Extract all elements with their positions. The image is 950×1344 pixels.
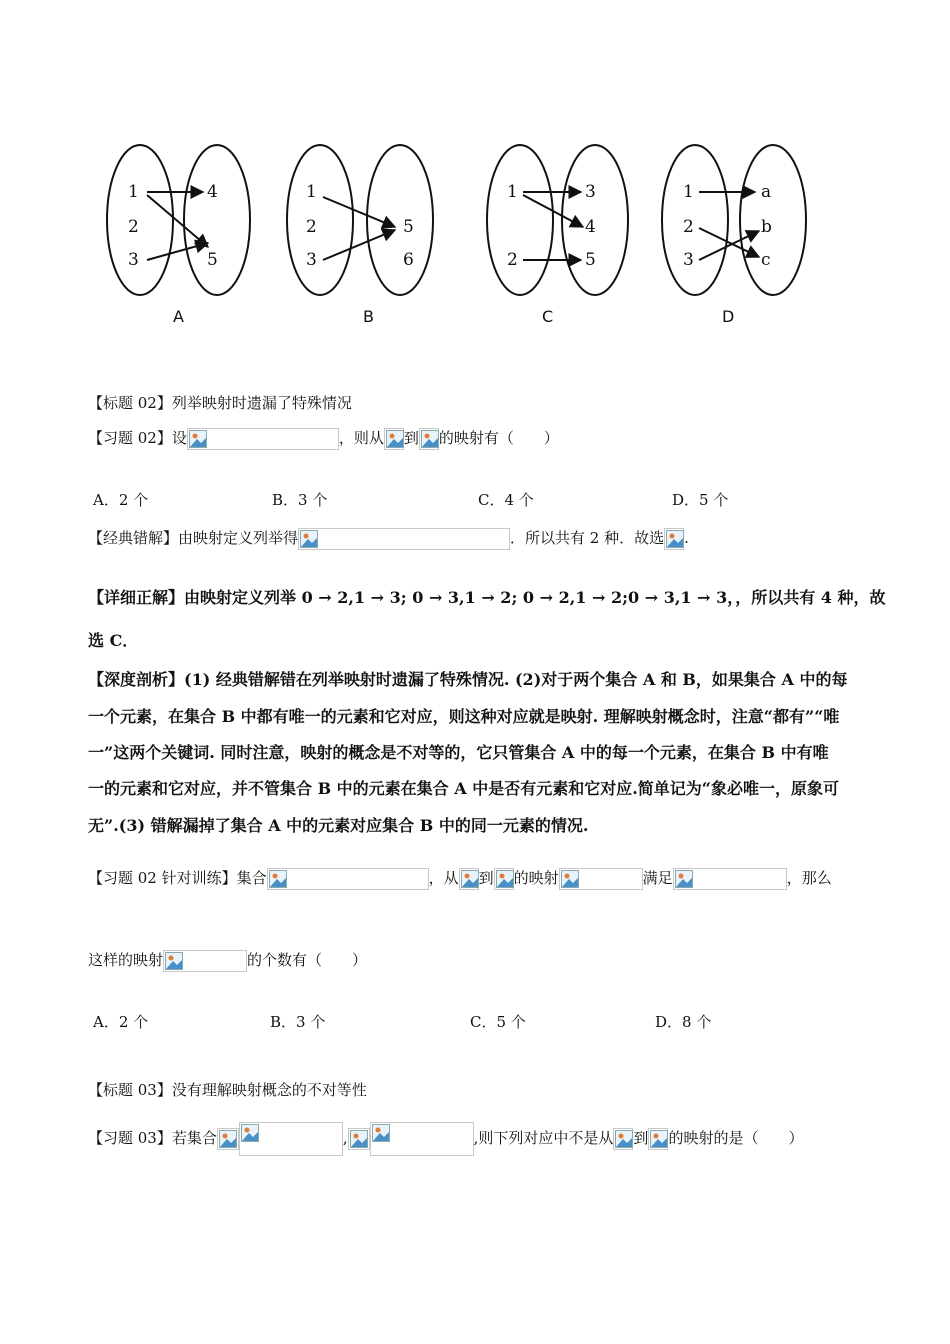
broken-image-icon (163, 950, 247, 972)
problem-02-prefix: 【习题 02】设 (88, 429, 187, 447)
training-option-b: B．3 个 (270, 1013, 326, 1031)
classic-error-end: . (684, 529, 689, 547)
problem-03 (88, 1122, 803, 1156)
option-d: D．5 个 (672, 491, 729, 509)
analysis-line-3: 一”这两个关键词. 同时注意，映射的概念是不对等的，它只管集合 A 中的每一个元素，在集合 B 中有唯 (88, 743, 829, 762)
option-c: C．4 个 (478, 491, 534, 509)
diagram-c (487, 145, 628, 326)
broken-image-icon (673, 868, 787, 890)
detail-line-1: 【详细正解】由映射定义列举 0 → 2,1 → 3; 0 → 3,1 → 2; 0 → 2,1 → 2;0 → 3,1 → 3，，所以共有 4 种，故 (88, 588, 886, 607)
broken-image-icon (267, 868, 429, 890)
training-option-c: C．5 个 (470, 1013, 526, 1031)
diagram-d-right-3: c (761, 250, 771, 270)
broken-image-icon (459, 868, 479, 890)
analysis-line-1: 【深度剖析】(1) 经典错解错在列举映射时遗漏了特殊情况. (2)对于两个集合 A 和 B，如果集合 A 中的每 (88, 670, 848, 689)
problem-03-mid1: , (342, 1129, 348, 1147)
diagram-d-caption: D (722, 307, 735, 326)
problem-02-mid1: ，则从 (338, 429, 384, 447)
broken-image-icon (298, 528, 510, 550)
training-line-2 (88, 950, 367, 972)
detail-line-2: 选 C． (88, 631, 139, 650)
diagram-a-right-1: 4 (207, 182, 218, 202)
diagram-d-left-3: 3 (683, 250, 694, 270)
broken-image-icon (613, 1128, 633, 1150)
analysis-line-2: 一个元素，在集合 B 中都有唯一的元素和它对应，则这种对应就是映射. 理解映射概念时，注意“都有”“唯 (88, 707, 840, 726)
diagram-d-left-2: 2 (683, 217, 694, 237)
diagram-a (107, 145, 250, 326)
diagram-c-caption: C (542, 307, 554, 326)
diagram-d-right-1: a (761, 182, 772, 202)
broken-image-icon (187, 428, 339, 450)
diagram-c-right-3: 5 (585, 250, 596, 270)
broken-image-icon (239, 1122, 343, 1156)
diagram-c-right-2: 4 (585, 217, 596, 237)
diagram-a-left-3: 3 (128, 250, 139, 270)
analysis-line-4: 一的元素和它对应，并不管集合 B 中的元素在集合 A 中是否有元素和它对应.简单记为“象必唯一，原象可 (88, 779, 839, 798)
training-line-2-prefix: 这样的映射 (88, 951, 164, 969)
problem-02-mid2: 到 (403, 429, 419, 447)
diagram-a-left-2: 2 (128, 217, 139, 237)
classic-error-mid: ．所以共有 2 种．故选 (510, 529, 665, 547)
diagram-c-left-1: 1 (507, 182, 518, 202)
diagram-c-left-3: 2 (507, 250, 518, 270)
option-a: A．2 个 (93, 491, 149, 509)
broken-image-icon (494, 868, 514, 890)
broken-image-icon (648, 1128, 668, 1150)
training-prefix: 【习题 02 针对训练】集合 (88, 869, 267, 887)
classic-error (88, 528, 689, 550)
diagram-b-left-3: 3 (306, 250, 317, 270)
problem-03-suffix: 的映射的是（ ） (668, 1129, 804, 1147)
training-line-2-suffix: 的个数有（ ） (247, 951, 368, 969)
problem-02-suffix: 的映射有（ ） (438, 429, 559, 447)
problem-03-mid2: ,则下列对应中不是从 (473, 1129, 614, 1147)
option-b: B．3 个 (272, 491, 328, 509)
diagram-a-caption: A (173, 307, 184, 326)
problem-03-mid3: 到 (633, 1129, 649, 1147)
training-mid4: 满足 (642, 869, 673, 887)
training-option-d: D．8 个 (655, 1013, 712, 1031)
diagram-b-left-1: 1 (306, 182, 317, 202)
diagram-d-right-2: b (761, 217, 772, 237)
problem-03-prefix: 【习题 03】若集合 (88, 1129, 217, 1147)
training-option-a: A．2 个 (93, 1013, 149, 1031)
broken-image-icon (664, 528, 684, 550)
diagram-b (287, 145, 433, 326)
training-mid1: ，从 (428, 869, 459, 887)
diagram-a-left-1: 1 (128, 182, 139, 202)
diagram-c-right-1: 3 (585, 182, 596, 202)
broken-image-icon (348, 1128, 370, 1150)
diagram-d-left-1: 1 (683, 182, 694, 202)
analysis-line-5: 无”.(3) 错解漏掉了集合 A 中的元素对应集合 B 中的同一元素的情况. (88, 816, 589, 835)
broken-image-icon (217, 1128, 239, 1150)
mapping-diagrams (95, 135, 815, 335)
section-2-title: 【标题 02】列举映射时遗漏了特殊情况 (88, 394, 352, 412)
training-suffix: ，那么 (786, 869, 832, 887)
broken-image-icon (559, 868, 643, 890)
diagram-b-left-2: 2 (306, 217, 317, 237)
training-problem (88, 868, 832, 890)
diagram-d (662, 145, 806, 326)
classic-error-prefix: 【经典错解】由映射定义列举得 (88, 529, 299, 547)
training-mid3: 的映射 (513, 869, 559, 887)
diagram-a-right-3: 5 (207, 250, 218, 270)
diagram-b-caption: B (363, 307, 374, 326)
training-mid2: 到 (478, 869, 494, 887)
broken-image-icon (384, 428, 404, 450)
broken-image-icon (370, 1122, 474, 1156)
problem-02 (88, 428, 559, 450)
broken-image-icon (419, 428, 439, 450)
diagram-b-right-2: 5 (403, 217, 414, 237)
diagram-b-right-3: 6 (403, 250, 414, 270)
section-3-title: 【标题 03】没有理解映射概念的不对等性 (88, 1081, 367, 1099)
